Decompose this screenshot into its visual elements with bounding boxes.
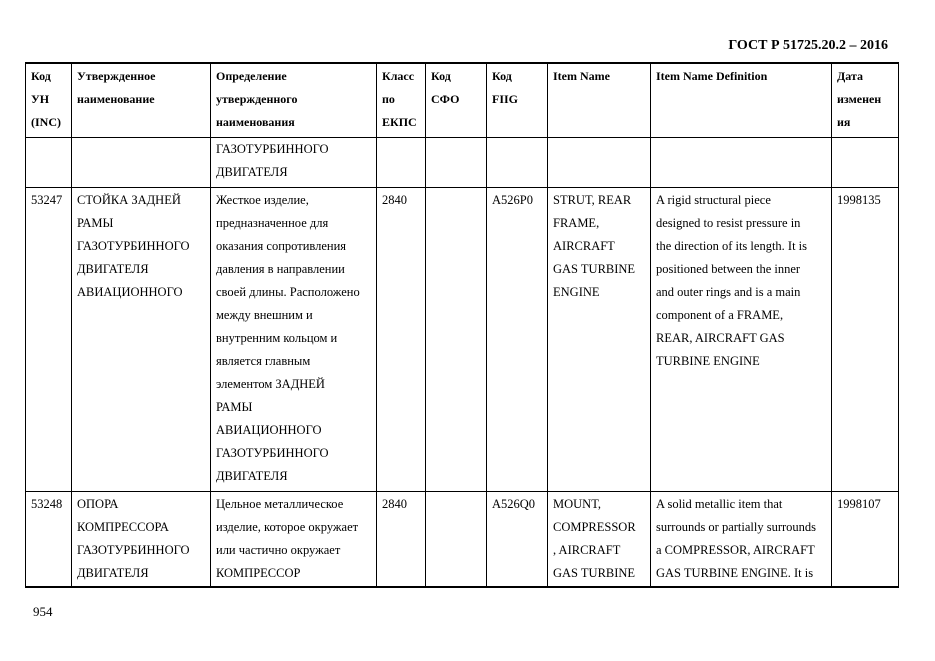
cell-definition: Жесткое изделие, предназначенное для оказания сопротивления давления в направлении своей длины. Расположено между внешним и внутренним кольцом и является главным элементом ЗАДНЕЙ РАМЫ АВИАЦИОННОГО ГАЗОТУРБИННОГО ДВИГАТЕЛЯ xyxy=(211,187,377,491)
header-change-date: Дата изменен ия xyxy=(832,63,899,137)
cell-class: 2840 xyxy=(377,187,426,491)
cell-definition: Цельное металлическое изделие, которое окружает или частично окружает КОМПРЕССОР xyxy=(211,491,377,587)
cell-definition: ГАЗОТУРБИННОГО ДВИГАТЕЛЯ xyxy=(211,137,377,187)
header-fiig: Код FIIG xyxy=(487,63,548,137)
table-row xyxy=(26,187,899,491)
cell-date xyxy=(832,137,899,187)
header-inc: Код УН (INC) xyxy=(26,63,72,137)
cell-item-name xyxy=(548,137,651,187)
cell-item-definition: A rigid structural piece designed to resist pressure in the direction of its length. It is positioned between the inner and outer rings and is a main component of a FRAME, REAR, AIRCRAFT GAS TURBINE ENGINE xyxy=(651,187,832,491)
inc-table xyxy=(25,62,899,588)
table-header-row xyxy=(26,63,899,137)
cell-date: 1998135 xyxy=(832,187,899,491)
cell-inc: 53248 xyxy=(26,491,72,587)
cell-name: СТОЙКА ЗАДНЕЙ РАМЫ ГАЗОТУРБИННОГО ДВИГАТЕЛЯ АВИАЦИОННОГО xyxy=(72,187,211,491)
cell-fiig xyxy=(487,137,548,187)
cell-class: 2840 xyxy=(377,491,426,587)
cell-class xyxy=(377,137,426,187)
page-number: 954 xyxy=(33,604,53,619)
table-row xyxy=(26,491,899,587)
cell-fiig: A526P0 xyxy=(487,187,548,491)
header-class: Класс по ЕКПС xyxy=(377,63,426,137)
header-approved-name: Утвержденное наименование xyxy=(72,63,211,137)
cell-fiig: A526Q0 xyxy=(487,491,548,587)
cell-item-definition: A solid metallic item that surrounds or partially surrounds a COMPRESSOR, AIRCRAFT GAS TURBINE ENGINE. It is xyxy=(651,491,832,587)
cell-item-name: STRUT, REAR FRAME, AIRCRAFT GAS TURBINE ENGINE xyxy=(548,187,651,491)
cell-sfo xyxy=(426,137,487,187)
document-standard-title: ГОСТ Р 51725.20.2 – 2016 xyxy=(728,38,888,53)
header-definition: Определение утвержденного наименования xyxy=(211,63,377,137)
cell-date: 1998107 xyxy=(832,491,899,587)
header-sfo: Код СФО xyxy=(426,63,487,137)
cell-sfo xyxy=(426,491,487,587)
table-row-continuation xyxy=(26,137,899,187)
cell-name: ОПОРА КОМПРЕССОРА ГАЗОТУРБИННОГО ДВИГАТЕЛЯ xyxy=(72,491,211,587)
header-item-name-definition: Item Name Definition xyxy=(651,63,832,137)
cell-sfo xyxy=(426,187,487,491)
cell-inc xyxy=(26,137,72,187)
cell-name xyxy=(72,137,211,187)
cell-item-name: MOUNT, COMPRESSOR , AIRCRAFT GAS TURBINE xyxy=(548,491,651,587)
cell-inc: 53247 xyxy=(26,187,72,491)
header-item-name: Item Name xyxy=(548,63,651,137)
cell-item-definition xyxy=(651,137,832,187)
